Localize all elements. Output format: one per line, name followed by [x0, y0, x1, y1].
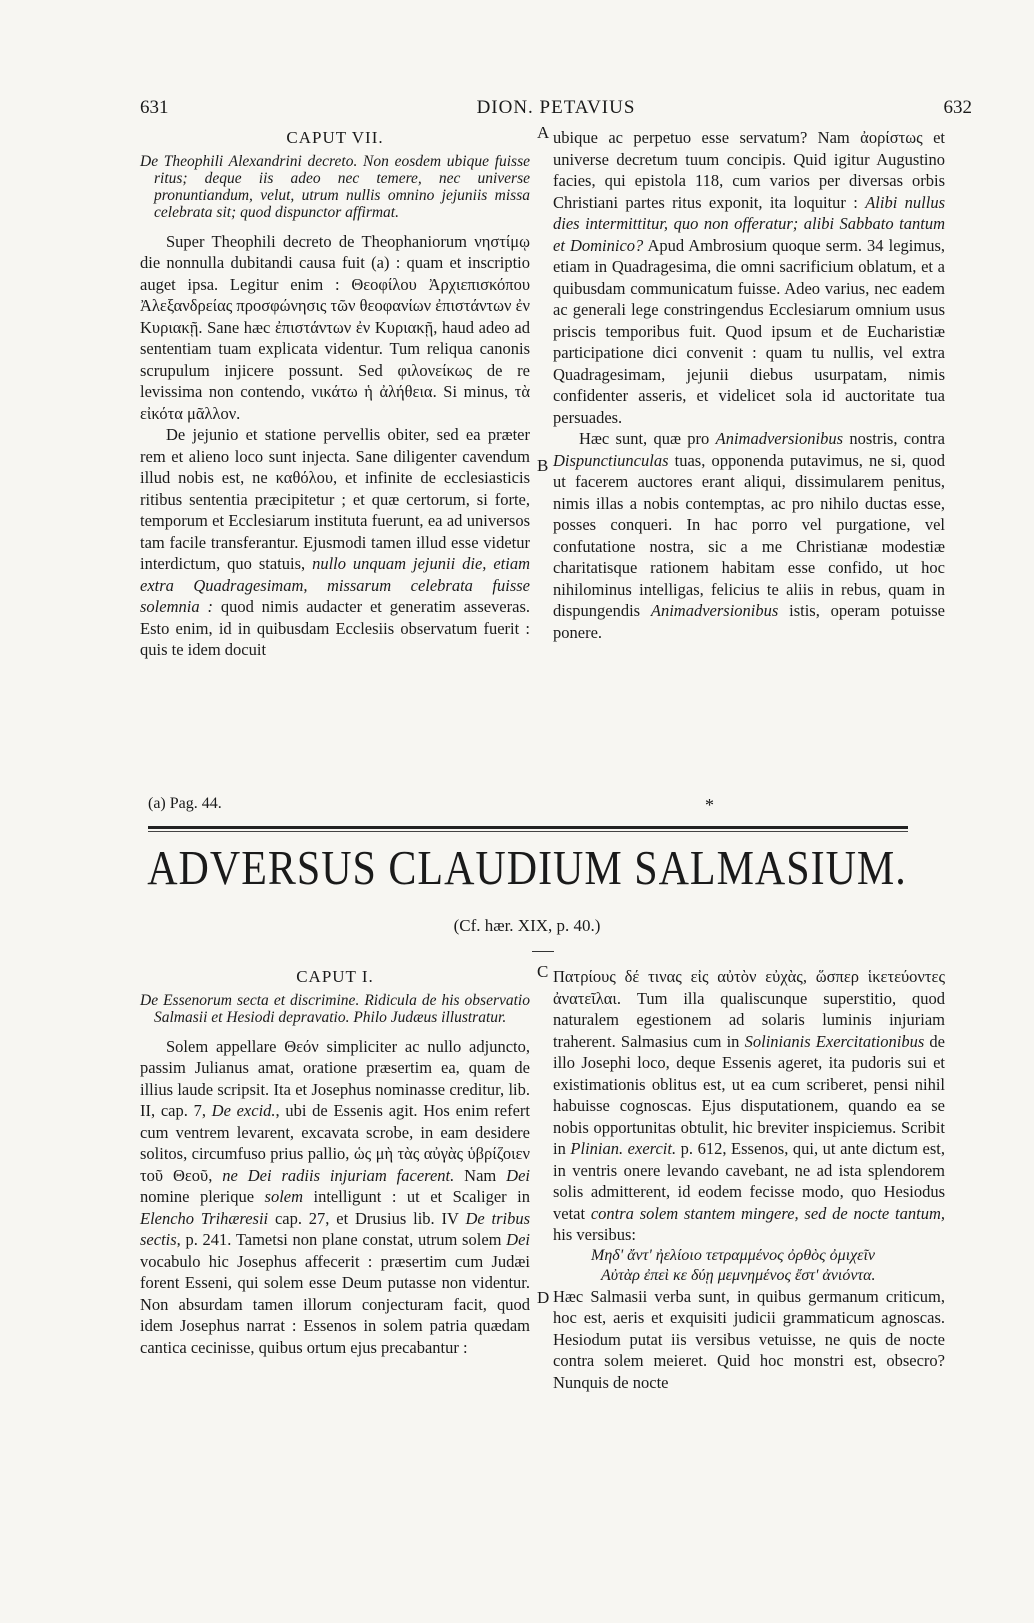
margin-letter-d: D: [537, 1288, 550, 1307]
running-title: DION. PETAVIUS: [476, 97, 636, 118]
page-header: [140, 97, 972, 119]
verse-line: Αὐτὰρ ἐπεὶ κε δύῃ μεμνημένος ἔστ' ἀνιόντα.: [601, 1266, 876, 1284]
chapter-summary: De Theophili Alexandrini decreto. Non eosdem ubique fuisse ritus; deque iis adeo nec temere, nec universe pronuntiandum, velut, utrum nullis omnino jejuniis missa celebrata sit; quod dispunctor affirmat.: [140, 152, 530, 221]
asterisk-mark: *: [705, 795, 714, 815]
cross-reference: (Cf. hær. XIX, p. 40.): [453, 916, 601, 935]
section1-left-column: [140, 127, 530, 661]
paragraph: Hæc Salmasii verba sunt, in quibus germanum criticum, hoc est, aeris et exquisiti judicii grammaticum agnoscas. Hesiodum putat iis versibus vetuisse, ne quis de nocte contra solem meieret. Quid hoc monstri est, obsecro? Nunquis de nocte: [553, 1286, 945, 1392]
paragraph: Solem appellare Θεόν simpliciter ac nullo adjuncto, passim Julianus amat, oratione præsertim ea, quam de illius laude scripsit. Ita et Josephus nominasse creditur, lib. II, cap. 7, De excid., ubi de Essenis agit. Hos enim refert cum ventrem levarent, excavata scrobe, in eam desidere solitos, circumfuso prius pallio, ὡς μὴ τὰς αὐγὰς ὑβρίζοιεν τοῦ Θεοῦ, ne Dei radiis injuriam facerent. Nam Dei nomine plerique solem intelligunt : ut et Scaliger in Elencho Trihæresii cap. 27, et Drusius lib. IV De tribus sectis, p. 241. Tametsi non plane constat, utrum solem Dei vocabulo hic Josephus affecerit : præsertim cum Judæi forent Esseni, qui solem esse Deum putasse non videntur. Non absurdam tamen illorum conjecturam facit, quod idem Josephus narrat : Essenos in solem patria quædam cantica cecinisse, quibus ortum ejus precabantur :: [140, 1036, 531, 1357]
paragraph: ubique ac perpetuo esse servatum? Nam ἀορίστως et universe decretum tuum concipis. Quid igitur Augustino facies, qui epistola 118, cum varios per diversas orbis Christiani partes ritus exponit, ita loquitur : Alibi nullus dies intermittitur, quo non offeratur; alibi Sabbato tantum et Dominico? Apud Ambrosium quoque serm. 34 legimus, etiam in Quadragesima, die omni sacrificium oblatum, et a quibusdam communicatum fuisse. Adeo varius, nec eadem ac generali lege constringendus Ecclesiarum omnium usus priscis temporibus fuit. Quod ipsum et de Eucharistiæ participatione dici convenit : quam tu nullis, vel extra Quadragesimam, jejunii diebus usurpatam, nimis confidenter asseris, et videlicet sola id auctoritate tua persuades.: [553, 128, 945, 427]
paragraph: Hæc sunt, quæ pro Animadversionibus nostris, contra Dispunctiunculas tuas, opponenda putavimus, ne si, quod ut facerem auctores erant aliqui, dissimularem penitus, nimis illas a nobis contemptas, ac pro nihilo ductas esse, posses conqueri. In hac porro vel purgatione, vel confutatione nostra, sic a me Christianæ modestiæ charitatisque rationem habitam esse confido, ut hoc nihilominus intelligas, felicius te aliis in rebus, quam in dispungendis Animadversionibus istis, operam potuisse ponere.: [553, 429, 946, 642]
section2-left-column: [140, 966, 530, 1358]
caput-heading: CAPUT VII.: [286, 128, 384, 147]
caput-heading: CAPUT I.: [296, 967, 374, 986]
section2-right-column: [553, 966, 945, 1393]
page-number-right: 632: [943, 97, 972, 118]
page-number-left: 631: [140, 97, 169, 118]
chapter-summary: De Essenorum secta et discrimine. Ridicula de his observatio Salmasii et Hesiodi depravatio. Philo Judæus illustratur.: [140, 991, 530, 1026]
paragraph: De jejunio et statione pervellis obiter, sed ea præter rem et alieno loco sunt injecta. Sane diligenter cavendum illud nobis est, ne καθόλου, et infinite de ecclesiasticis ritibus sententia præcipitetur ; et quæ certorum, si forte, temporum et Ecclesiarum instituta fuerunt, ea ad universos tam facile transferantur. Ejusmodi tamen illud esse videtur interdictum, quo statuis, nullo unquam jejunii die, etiam extra Quadragesimam, missarum celebrata fuisse solemnia : quod nimis audacter et generatim asseveras. Esto enim, id in quibusdam Ecclesiis observatum fuerit : quis te idem docuit: [140, 425, 531, 659]
section-divider-thin: [148, 831, 908, 832]
section-divider: [148, 826, 908, 829]
margin-letter-c: C: [537, 962, 549, 981]
margin-letter-a: A: [537, 123, 550, 142]
footnote: (a) Pag. 44.: [148, 795, 222, 812]
verse-line: Μηδ' ἄντ' ἠελίοιο τετραμμένος ὀρθὸς ὀμιχεῖν: [591, 1246, 876, 1264]
title-dash: [532, 951, 554, 952]
section1-right-column: [553, 127, 945, 643]
paragraph: Super Theophili decreto de Theophaniorum νηστίμῳ die nonnulla dubitandi causa fuit (a) : quam et inscriptio auget ipsa. Legitur enim : Θεοφίλου Ἀρχιεπισκόπου Ἀλεξανδρείας προσφώνησις τῶν θεοφανίων ἐπιστάντων ἐν Κυριακῇ. Sane hæc ἐπιστάντων ἐν Κυριακῇ, haud adeo ad sententiam tuam explicata videntur. Tum reliqua canonis scrupulum injicere possunt. Sed φιλονείκως de re levissima non contendo, νικάτω ἡ ἀλήθεια. Si minus, τὰ εἰκότα μᾶλλον.: [140, 231, 531, 423]
paragraph: Πατρίους δέ τινας εἰς αὐτὸν εὐχὰς, ὥσπερ ἱκετεύοντες ἀνατεῖλαι. Tum illa qualiscunque superstitio, quod naturalem egestionem ad solaris luminis injuriam traherent. Salmasius cum in Solinianis Exercitationibus de illo Josephi loco, deque Essenis ageret, ita pudoris sui et existimationis oblitus est, ut ea cum scriberet, pensi nihil habuisse cognoscas. Ejus disputationem, quando ea se nobis opportunitas obtulit, hic breviter inspiciemus. Scribit in Plinian. exercit. p. 612, Essenos, qui, ut ante dictum est, in ventris onere levando cavebant, ne ad ista splendorem solis admitterent, id eodem fecisse modo, quo Hesiodus vetat contra solem stantem mingere, sed de nocte tantum, his versibus:: [553, 967, 945, 1244]
treatise-title: ADVERSUS CLAUDIUM SALMASIUM.: [147, 842, 907, 896]
margin-letter-b: B: [537, 456, 549, 475]
